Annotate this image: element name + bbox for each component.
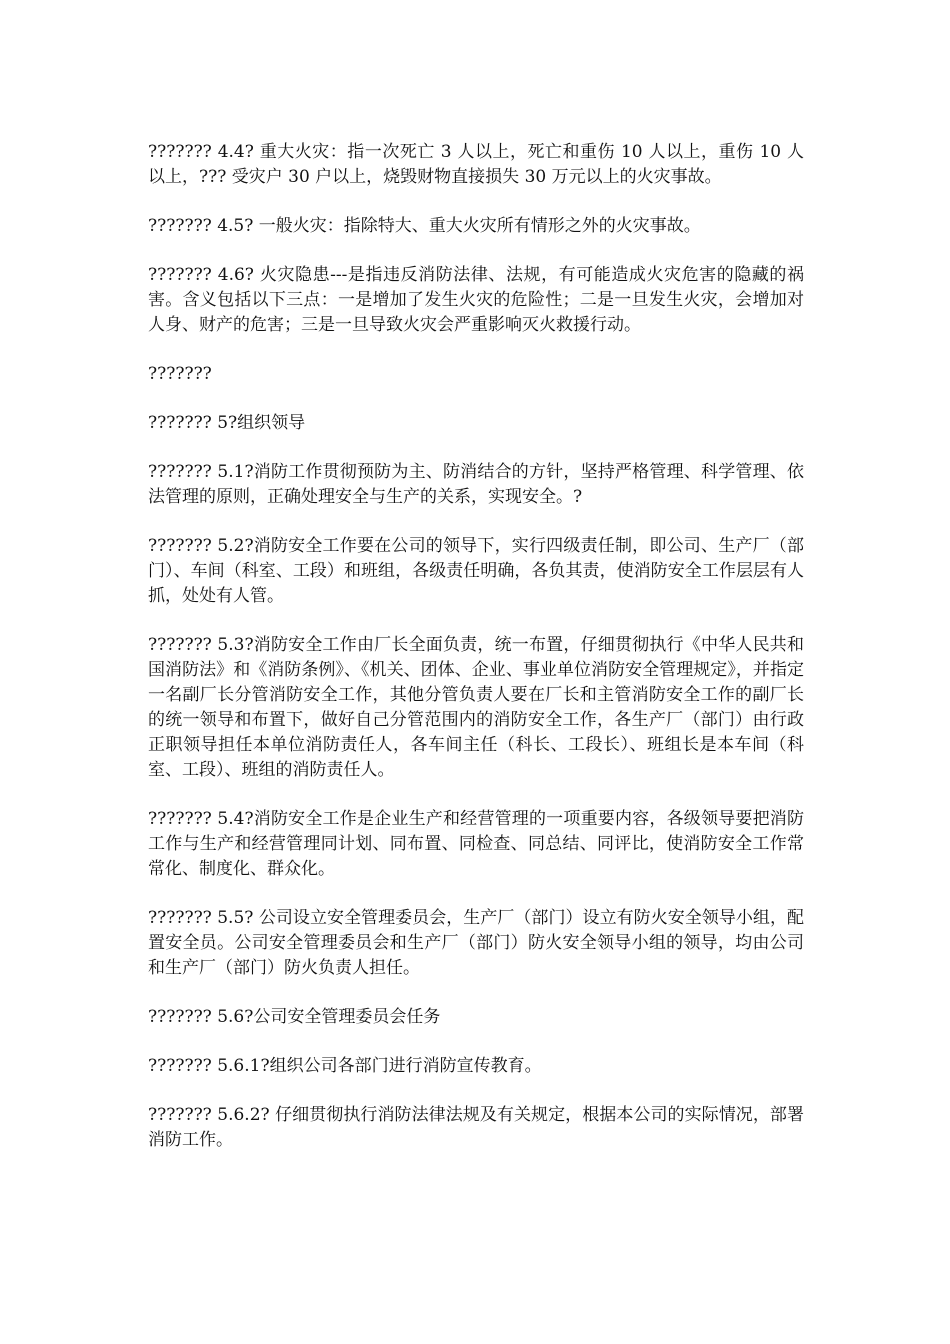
paragraph-4-6: ??????? 4.6? 火灾隐患---是指违反消防法律、法规，有可能造成火灾危害的隐藏的祸害。含义包括以下三点：一是增加了发生火灾的危险性；二是一旦发生火灾，会增加对人身、财产的危害；三是一旦导致火灾会严重影响灭火救援行动。 bbox=[148, 265, 804, 335]
paragraph-4-5: ??????? 4.5? 一般火灾：指除特大、重大火灾所有情形之外的火灾事故。 bbox=[148, 216, 701, 236]
paragraph-5-5: ??????? 5.5? 公司设立安全管理委员会，生产厂（部门）设立有防火安全领导小组，配置安全员。公司安全管理委员会和生产厂（部门）防火安全领导小组的领导，均由公司和生产厂（部门）防火负责人担任。 bbox=[148, 908, 804, 978]
section-heading-5: ??????? 5?组织领导 bbox=[148, 413, 306, 433]
document-page bbox=[148, 140, 804, 1177]
paragraph-5-6: ??????? 5.6?公司安全管理委员会任务 bbox=[148, 1007, 441, 1027]
paragraph-5-4: ??????? 5.4?消防安全工作是企业生产和经营管理的一项重要内容，各级领导要把消防工作与生产和经营管理同计划、同布置、同检查、同总结、同评比，使消防安全工作常常化、制度化、群众化。 bbox=[148, 809, 804, 879]
paragraph-4-4: ??????? 4.4? 重大火灾：指一次死亡 3 人以上，死亡和重伤 10 人以上，重伤 10 人以上，??? 受灾户 30 户以上，烧毁财物直接损失 30 万元以上的火灾事故。 bbox=[148, 142, 804, 187]
paragraph-5-6-1: ??????? 5.6.1?组织公司各部门进行消防宣传教育。 bbox=[148, 1056, 542, 1076]
paragraph-5-1: ??????? 5.1?消防工作贯彻预防为主、防消结合的方针，坚持严格管理、科学管理、依法管理的原则，正确处理安全与生产的关系，实现安全。? bbox=[148, 462, 804, 507]
paragraph-5-6-2: ??????? 5.6.2? 仔细贯彻执行消防法律法规及有关规定，根据本公司的实际情况，部署消防工作。 bbox=[148, 1105, 804, 1150]
paragraph-5-3: ??????? 5.3?消防安全工作由厂长全面负责，统一布置，仔细贯彻执行《中华人民共和国消防法》和《消防条例》、《机关、团体、企业、事业单位消防安全管理规定》，并指定一名副厂长分管消防安全工作，其他分管负责人要在厂长和主管消防安全工作的副厂长的统一领导和布置下，做好自己分管范围内的消防安全工作，各生产厂（部门）由行政正职领导担任本单位消防责任人，各车间主任（科长、工段长）、班组长是本车间（科室、工段）、班组的消防责任人。 bbox=[148, 635, 804, 780]
paragraph-5-2: ??????? 5.2?消防安全工作要在公司的领导下，实行四级责任制，即公司、生产厂（部门）、车间（科室、工段）和班组，各级责任明确，各负其责，使消防安全工作层层有人抓，处处有人管。 bbox=[148, 536, 804, 606]
paragraph-blank: ??????? bbox=[148, 364, 212, 384]
